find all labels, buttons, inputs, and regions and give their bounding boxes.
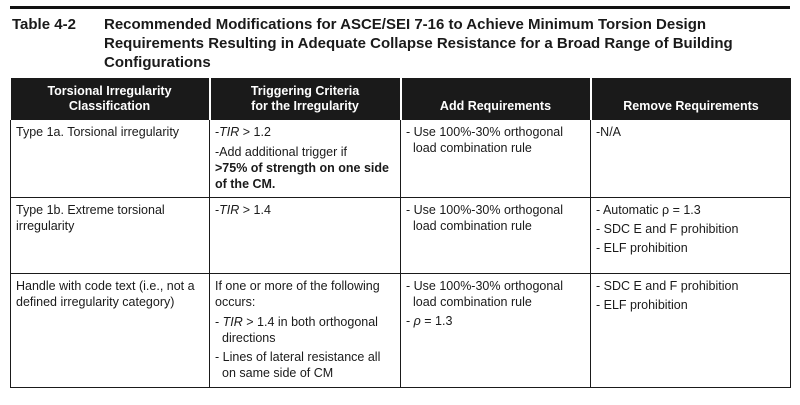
header-row [11, 78, 791, 120]
table-row [11, 120, 791, 198]
cell-classification: Type 1a. Torsional irregularity [11, 120, 210, 198]
header-classification: Torsional Irregularity Classification [11, 78, 210, 120]
cell-add: - Use 100%-30% orthogonal load combination rule - ρ = 1.3 [401, 274, 591, 388]
document-page [10, 0, 790, 388]
cell-trigger: If one or more of the following occurs: - TIR > 1.4 in both orthogonal directions - Lines of lateral resistance all on same side of CM [210, 274, 401, 388]
cell-add: - Use 100%-30% orthogonal load combination rule [401, 120, 591, 198]
cell-trigger: -TIR > 1.2 -Add additional trigger if >75% of strength on one side of the CM. [210, 120, 401, 198]
cell-add: - Use 100%-30% orthogonal load combination rule [401, 198, 591, 274]
table-number: Table 4-2 [12, 16, 76, 33]
header-triggering-criteria: Triggering Criteria for the Irregularity [210, 78, 401, 120]
cell-classification: Type 1b. Extreme torsional irregularity [11, 198, 210, 274]
table-caption [10, 15, 790, 72]
header-add-requirements: Add Requirements [401, 78, 591, 120]
cell-remove: - SDC E and F prohibition - ELF prohibition [591, 274, 791, 388]
cell-classification: Handle with code text (i.e., not a defined irregularity category) [11, 274, 210, 388]
header-remove-requirements: Remove Requirements [591, 78, 791, 120]
cell-remove: -N/A [591, 120, 791, 198]
torsion-requirements-table [10, 78, 791, 388]
cell-trigger: -TIR > 1.4 [210, 198, 401, 274]
table-row [11, 274, 791, 388]
table-title: Recommended Modifications for ASCE/SEI 7-16 to Achieve Minimum Torsion Design Requirements Resulting in Adequate Collapse Resistance for a Broad Range of Building Configurations [104, 16, 733, 71]
table-row [11, 198, 791, 274]
cell-remove: - Automatic ρ = 1.3 - SDC E and F prohibition - ELF prohibition [591, 198, 791, 274]
top-rule [10, 6, 790, 9]
